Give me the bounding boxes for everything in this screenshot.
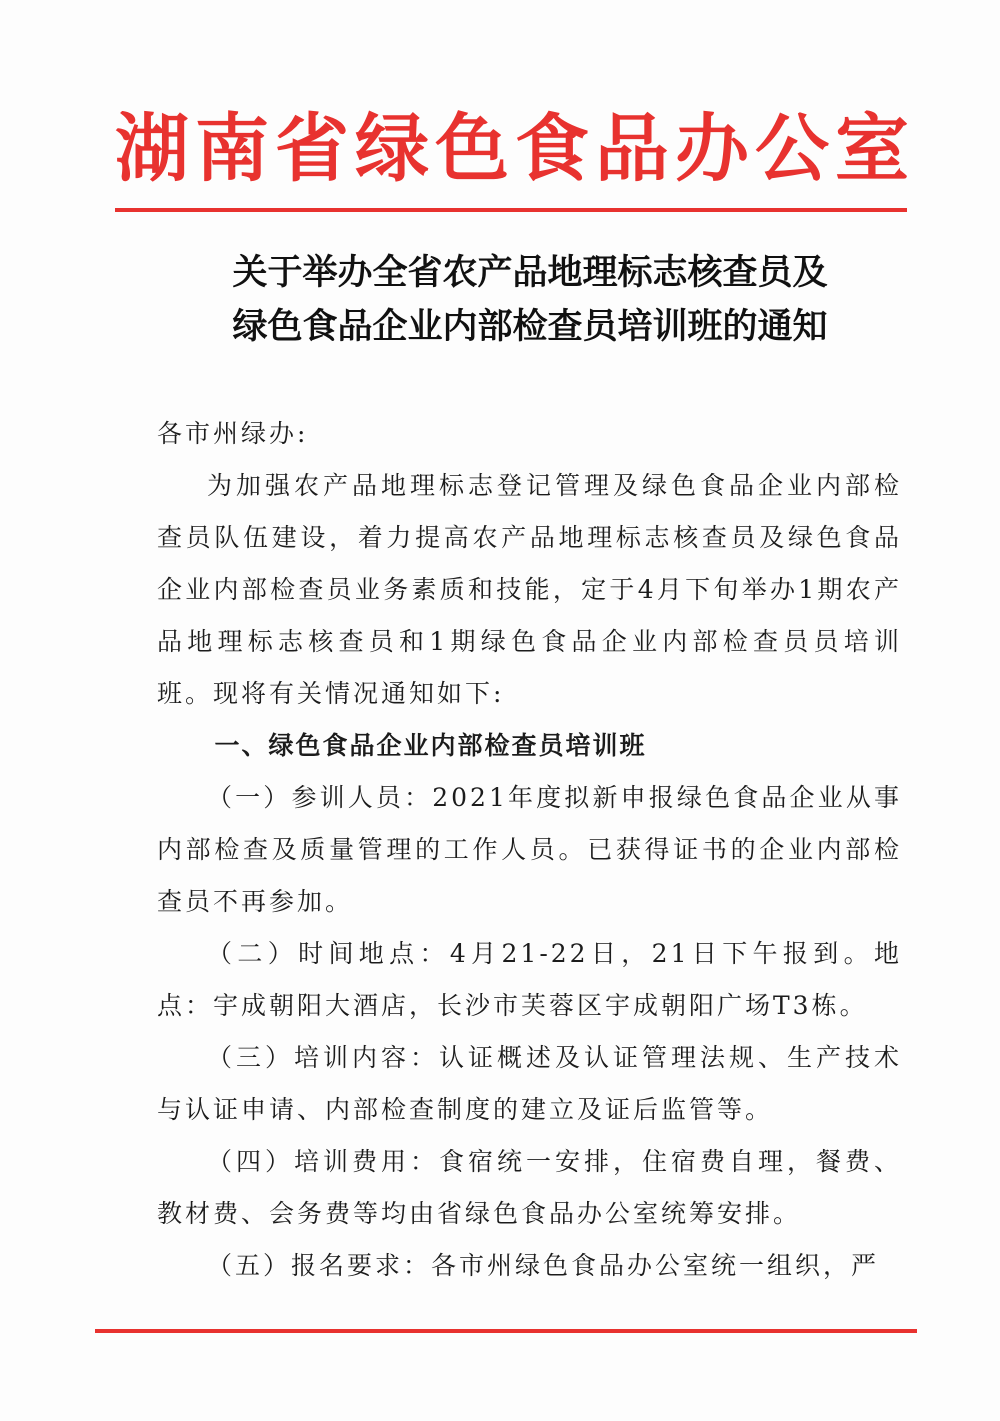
letterhead-title: 湖南省绿色食品办公室 [115, 106, 915, 192]
item-time-location: （二）时间地点：4月21-22日，21日下午报到。地点：宇成朝阳大酒店，长沙市芙蓉区宇成朝阳广场T3栋。 [157, 939, 902, 1020]
item-participants: （一）参训人员：2021年度拟新申报绿色食品企业从事内部检查及质量管理的工作人员。已获得证书的企业内部检查员不再参加。 [157, 783, 902, 916]
document-title-line-2: 绿色食品企业内部检查员培训班的通知 [232, 306, 828, 347]
document-body [157, 408, 902, 1292]
footer-red-rule [95, 1329, 917, 1333]
letterhead-red-rule [115, 208, 907, 212]
item-training-content: （三）培训内容：认证概述及认证管理法规、生产技术与认证申请、内部检查制度的建立及证后监管等。 [157, 1043, 902, 1124]
document-title-line-1: 关于举办全省农产品地理标志核查员及 [232, 252, 828, 293]
item-training-fees: （四）培训费用：食宿统一安排，住宿费自理，餐费、教材费、会务费等均由省绿色食品办公室统筹安排。 [157, 1147, 902, 1228]
document-title [140, 246, 920, 354]
section-heading-1: 一、绿色食品企业内部检查员培训班 [214, 731, 647, 760]
intro-paragraph: 为加强农产品地理标志登记管理及绿色食品企业内部检查员队伍建设，着力提高农产品地理标志核查员及绿色食品企业内部检查员业务素质和技能，定于4月下旬举办1期农产品地理标志核查员和1期绿色食品企业内部检查员员培训班。现将有关情况通知如下: [157, 471, 902, 708]
item-registration: （五）报名要求：各市州绿色食品办公室统一组织，严 [207, 1251, 880, 1280]
salutation: 各市州绿办: [157, 419, 309, 448]
